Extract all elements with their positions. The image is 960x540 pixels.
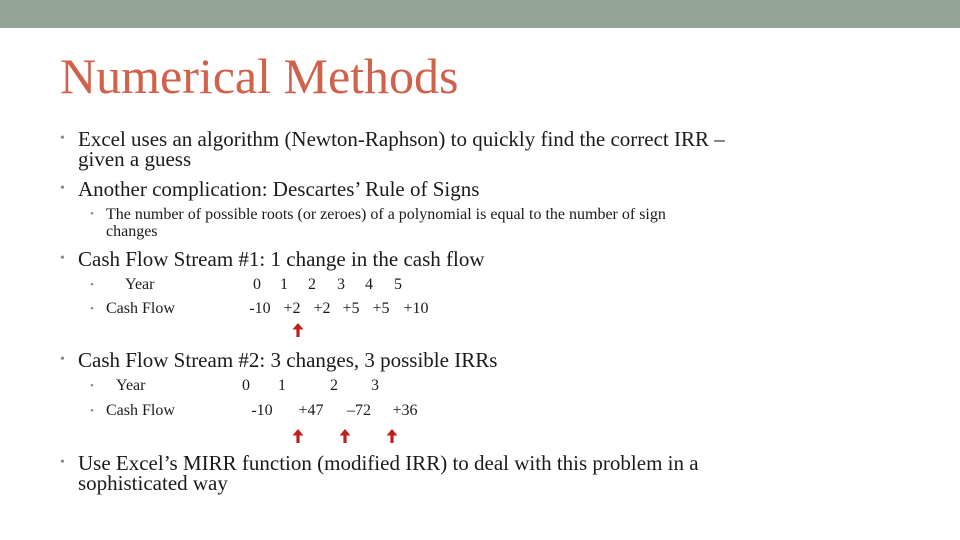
stream2-year-3: 3 [371, 377, 379, 394]
bullet-dot: • [60, 181, 65, 196]
stream1-flow-3: +5 [342, 300, 360, 317]
bullet-dot: • [60, 251, 65, 266]
stream1-flow-0: -10 [249, 300, 271, 317]
stream2-flow-label: Cash Flow [106, 402, 175, 419]
stream1-flow-5: +10 [403, 300, 429, 317]
slide-title: Numerical Methods [60, 48, 459, 104]
stream2-flow-1: +47 [298, 402, 324, 419]
bullet-mirr-line2: sophisticated way [78, 471, 228, 495]
stream2-year-1: 1 [278, 377, 286, 394]
stream1-flow-label: Cash Flow [106, 300, 175, 317]
sub-bullet-roots-line1: The number of possible roots (or zeroes) of a polynomial is equal to the number of sign [106, 206, 666, 223]
stream1-year-label: Year [125, 276, 155, 293]
bullet-mirr-line1: Use Excel’s MIRR function (modified IRR) to deal with this problem in a [78, 451, 699, 475]
sub-bullet-roots-line2: changes [106, 223, 158, 240]
bullet-stream2-heading: Cash Flow Stream #2: 3 changes, 3 possible IRRs [78, 348, 498, 372]
bullet-complication: Another complication: Descartes’ Rule of Signs [78, 177, 480, 201]
bullet-stream1-heading: Cash Flow Stream #1: 1 change in the cash flow [78, 247, 485, 271]
sub-bullet-dot: • [90, 380, 94, 392]
bullet-dot: • [60, 352, 65, 367]
bullet-dot: • [60, 455, 65, 470]
stream1-flow-2: +2 [313, 300, 331, 317]
stream1-year-3: 3 [337, 276, 345, 293]
stream2-year-2: 2 [330, 377, 338, 394]
arrow-up-icon [291, 322, 305, 338]
stream2-year-0: 0 [242, 377, 250, 394]
arrow-up-icon [385, 428, 399, 444]
stream1-year-0: 0 [253, 276, 261, 293]
sub-bullet-dot: • [90, 208, 94, 220]
bullet-dot: • [60, 131, 65, 146]
sub-bullet-dot: • [90, 303, 94, 315]
bullet-excel-line2: given a guess [78, 147, 192, 171]
stream1-year-4: 4 [365, 276, 373, 293]
stream1-flow-1: +2 [283, 300, 301, 317]
arrow-up-icon [338, 428, 352, 444]
arrow-up-icon [291, 428, 305, 444]
stream2-flow-0: -10 [251, 402, 273, 419]
stream2-flow-2: –72 [347, 402, 371, 419]
stream2-year-label: Year [116, 377, 146, 394]
stream1-year-2: 2 [308, 276, 316, 293]
sub-bullet-dot: • [90, 405, 94, 417]
stream1-flow-4: +5 [372, 300, 390, 317]
sub-bullet-dot: • [90, 279, 94, 291]
stream1-year-1: 1 [280, 276, 288, 293]
stream1-year-5: 5 [394, 276, 402, 293]
stream2-flow-3: +36 [392, 402, 418, 419]
bullet-excel-line1: Excel uses an algorithm (Newton-Raphson) to quickly find the correct IRR – [78, 127, 725, 151]
